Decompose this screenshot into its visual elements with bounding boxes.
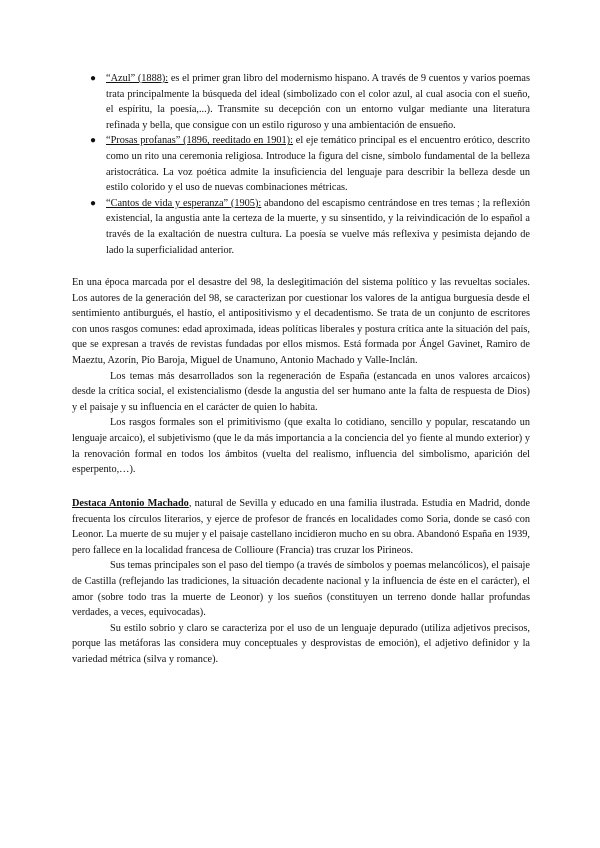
work-title: “Cantos de vida y esperanza” (1905): (106, 197, 262, 209)
paragraph: En una época marcada por el desastre del 98, la deslegitimación del sistema político y las revueltas sociales. Los autores de la generación del 98, se caracterizan por cuestionar los valores de la antigua burguesía desde el sentimiento antiburgués, el hastío, el antipositivismo y el decadentismo. Se trata de un conjunto de escritores con unos rasgos comunes: edad aproximada, ideas políticas liberales y postura crítica ante la situación del país, que se expresan a través de revistas fundadas por ellos mismos. Está formada por Ángel Gavinet, Ramiro de Maeztu, Azorín, Pío Baroja, Miguel de Unamuno, Antonio Machado y Valle-Inclán. (72, 277, 530, 366)
bullet-icon: ● (90, 135, 97, 147)
machado-section (72, 496, 530, 668)
bullet-icon: ● (90, 197, 97, 209)
list-item (88, 133, 530, 195)
work-title: “Azul” (1888): (106, 73, 169, 84)
paragraph: Los temas más desarrollados son la regeneración de España (estancada en unos valores arcaicos) desde la crítica social, el existencialismo (desde la angustia del ser humano ante la falta de respuesta de Dios) y el paisaje y su influencia en el carácter de quien lo habita. (72, 370, 530, 413)
paragraph (72, 496, 530, 558)
paragraph: Sus temas principales son el paso del tiempo (a través de símbolos y poemas melancólicos), el paisaje de Castilla (reflejando las tradiciones, la situación decadente nacional y la influencia de éste en el carácter), el amor (sobre todo tras la muerte de Leonor) y los sueños (constituyen un terreno donde hallar profundas verdades, a veces, equivocadas). (72, 560, 530, 619)
list-item (88, 71, 530, 133)
work-description: abandono del escapismo centrándose en tres temas ; la reflexión existencial, la angustia ante la certeza de la muerte, y su sinsentido, y la reivindicación de lo español a través de la exaltación de nuestra cultura. La poesía se vuelve más reflexiva y pesimista dejando de lado la superficialidad anterior. (106, 197, 530, 256)
work-title: “Prosas profanas” (1896, reeditado en 1901): (106, 135, 293, 147)
bullet-icon: ● (90, 73, 97, 84)
paragraph: Su estilo sobrio y claro se caracteriza por el uso de un lenguaje depurado (utiliza adjetivos precisos, porque las metáforas las considera muy conceptuales y desprovistas de emoción), el adjetivo definidor y la variedad métrica (silva y romance). (72, 622, 530, 665)
generation-98-section (72, 275, 530, 478)
work-description: el eje temático principal es el encuentro erótico, descrito como un rito una ceremonia religiosa. Introduce la figura del cisne, símbolo fundamental de la belleza aristocrática. La voz poética admite la insuficiencia del lenguaje para describir la belleza desde un estilo colorido y el uso de nuevas combinaciones métricas. (106, 135, 531, 194)
list-item (88, 196, 530, 258)
paragraph: Los rasgos formales son el primitivismo (que exalta lo cotidiano, sencillo y popular, rescatando un lenguaje arcaico), el subjetivismo (que le da más importancia a la conciencia del yo fiente al mundo exterior) y la renovación formal en todos los ámbitos (vuelta del realismo, influencia del simbolismo, aparición del esperpento,…). (72, 417, 530, 476)
work-description: es el primer gran libro del modernismo hispano. A través de 9 cuentos y varios poemas trata principalmente la búsqueda del ideal (simbolizado con el color azul, al cual asocia con el sueño, el espíritu, la poesía,...). Transmite su decepción con un entorno vulgar mediante una literatura refinada y bella, que consigue con un estilo riguroso y una ambientación de ensueño. (106, 73, 530, 131)
section-lead: Destaca Antonio Machado (72, 498, 189, 509)
paragraph-text: , natural de Sevilla y educado en una familia ilustrada. Estudia en Madrid, donde frecuenta los círculos literarios, y ejerce de profesor de francés en localidades como Soria, donde se casó con Leonor. La muerte de su mujer y el paisaje castellano incidieron mucho en su obra. Abandonó España en 1939, pero fallece en la localidad francesa de Collioure (Francia) tras cruzar los Pirineos. (72, 498, 530, 556)
works-list (88, 71, 530, 258)
